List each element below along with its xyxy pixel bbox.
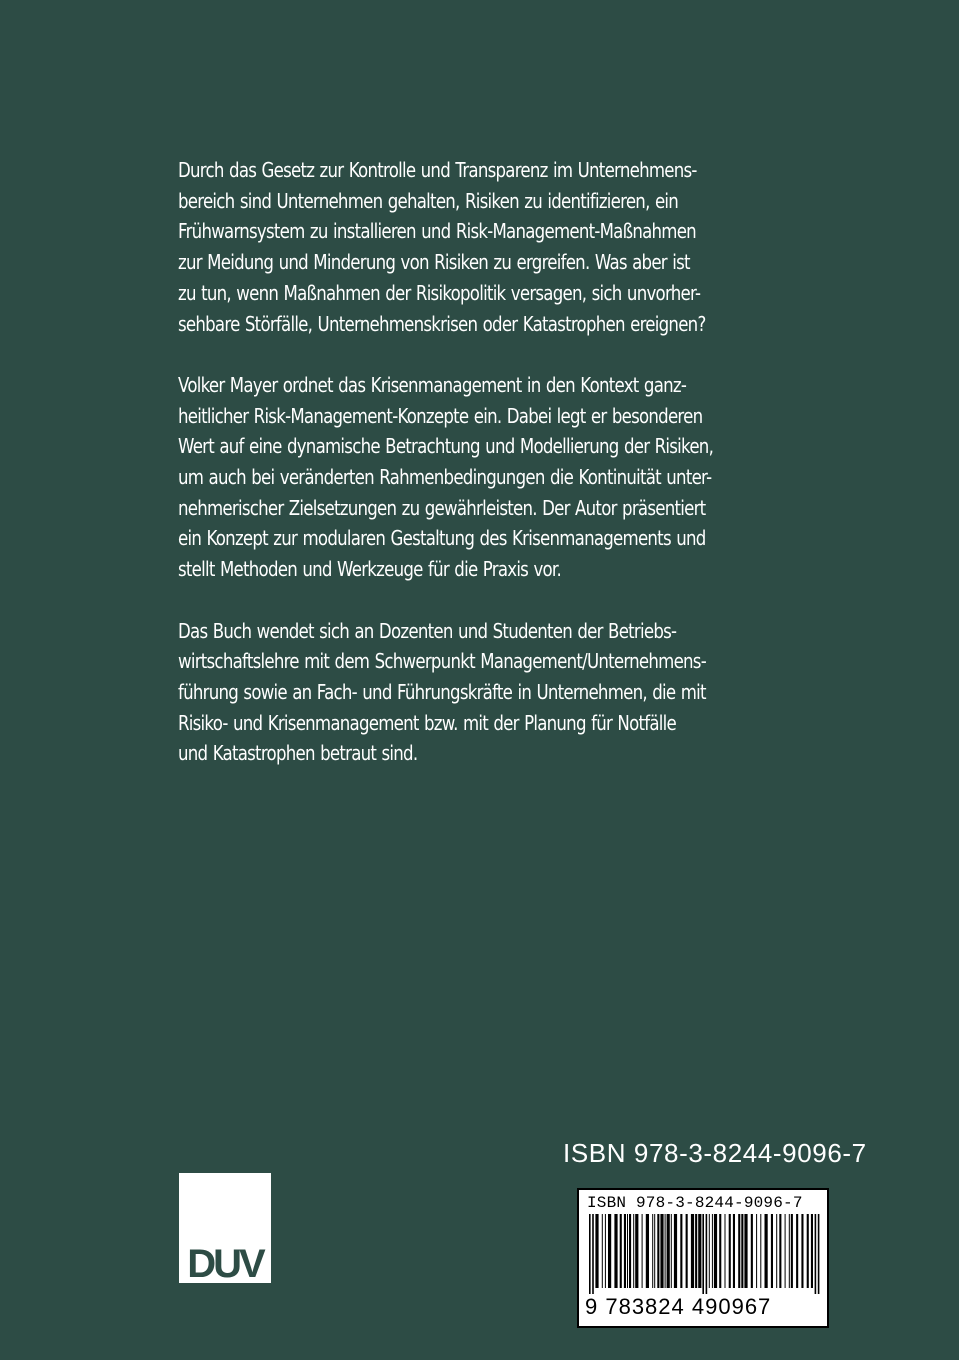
text-line: sehbare Störfälle, Unternehmenskrisen oder Katastrophen ereignen? [178, 311, 706, 336]
barcode-bar [725, 1214, 726, 1288]
barcode-bar [627, 1214, 628, 1288]
barcode-bar [760, 1214, 761, 1288]
text-line: Volker Mayer ordnet das Krisenmanagement in den Kontext ganz- [178, 372, 687, 397]
paragraph-spacer [178, 585, 688, 616]
text-line: zur Meidung und Minderung von Risiken zu ergreifen. Was aber ist [178, 250, 690, 275]
text-line: um auch bei veränderten Rahmenbedingungen die Kontinuität unter- [178, 465, 712, 490]
barcode-bar [744, 1214, 747, 1288]
barcode-bar [589, 1214, 591, 1294]
barcode-bar [706, 1214, 708, 1294]
text-line: Risiko- und Krisenmanagement bzw. mit der Planung für Notfälle [178, 710, 676, 735]
barcode-digits: 9 783824 490967 [585, 1294, 772, 1319]
blurb-paragraph-2 [178, 370, 714, 585]
text-line: ein Konzept zur modularen Gestaltung des Krisenmanagements und [178, 526, 706, 551]
barcode-bar [671, 1214, 672, 1288]
barcode-bar [595, 1214, 598, 1288]
barcode-bar [712, 1214, 713, 1288]
barcode-bar [738, 1214, 740, 1288]
barcode-bar [818, 1214, 820, 1294]
barcode-bar [779, 1214, 781, 1288]
text-line: führung sowie an Fach- und Führungskräfte in Unternehmen, die mit [178, 679, 706, 704]
text-line: wirtschaftslehre mit dem Schwerpunkt Management/Unternehmens- [178, 649, 706, 674]
text-line: Frühwarnsystem zu installieren und Risk-Management-Maßnahmen [178, 219, 696, 244]
barcode-bar [686, 1214, 688, 1288]
paragraph-spacer [178, 339, 688, 370]
barcode-bar [646, 1214, 649, 1288]
barcode-bar [608, 1214, 611, 1288]
isbn-label: ISBN 978-3-8244-9096-7 [563, 1138, 867, 1168]
barcode-bar [695, 1214, 697, 1288]
text-line: stellt Methoden und Werkzeuge für die Praxis vor. [178, 557, 562, 582]
barcode-bar [756, 1214, 757, 1288]
barcode-bar [729, 1214, 731, 1288]
text-line: Das Buch wendet sich an Dozenten und Studenten der Betriebs- [178, 618, 677, 643]
barcode-bar [807, 1214, 809, 1288]
barcode-bar [709, 1214, 710, 1288]
barcode-bar [815, 1214, 817, 1294]
barcode-bar [602, 1214, 603, 1288]
barcode-bar [633, 1214, 634, 1288]
blurb-paragraph-1 [178, 155, 706, 339]
barcode-bar [667, 1214, 670, 1288]
barcode-bar [657, 1214, 659, 1288]
barcode-bars-graphic [587, 1214, 821, 1294]
barcode-bar [811, 1214, 813, 1288]
publisher-logo-text: DUV [187, 1242, 263, 1286]
barcode-bar [771, 1214, 773, 1288]
blurb-text [178, 155, 714, 769]
barcode-bar [733, 1214, 735, 1288]
text-line: und Katastrophen betraut sind. [178, 741, 418, 766]
barcode-bar [698, 1214, 701, 1288]
barcode-bar [789, 1214, 790, 1288]
barcode-bar [776, 1214, 777, 1288]
barcode-bar [665, 1214, 666, 1288]
barcode-bar [702, 1214, 704, 1294]
barcode-bar [654, 1214, 655, 1288]
text-line: bereich sind Unternehmen gehalten, Risiken zu identifizieren, ein [178, 188, 679, 213]
barcode-bar [642, 1214, 643, 1288]
text-line: Wert auf eine dynamische Betrachtung und Modellierung der Risiken, [178, 434, 714, 459]
barcode-bar [635, 1214, 638, 1288]
text-line: zu tun, wenn Maßnahmen der Risikopolitik versagen, sich unvorher- [178, 280, 701, 305]
barcode-bar [592, 1214, 594, 1294]
text-line: nehmerischer Zielsetzungen zu gewährleisten. Der Autor präsentiert [178, 495, 706, 520]
barcode-bar [660, 1214, 663, 1288]
barcode-bar [765, 1214, 768, 1288]
barcode-bar [785, 1214, 786, 1288]
barcode-bar [751, 1214, 753, 1288]
barcode-bar [614, 1214, 617, 1288]
barcode-bars [587, 1214, 821, 1294]
publisher-logo [179, 1173, 271, 1286]
barcode-isbn-text: ISBN 978-3-8244-9096-7 [587, 1194, 803, 1212]
barcode-bar [674, 1214, 677, 1288]
barcode-bar [791, 1214, 793, 1288]
barcode-bar [605, 1214, 606, 1288]
text-line: Durch das Gesetz zur Kontrolle und Transparenz im Unternehmens- [178, 158, 697, 182]
barcode-bar [796, 1214, 798, 1288]
barcode-bar [691, 1214, 694, 1288]
barcode-bar [741, 1214, 743, 1288]
barcode-bar [719, 1214, 721, 1288]
barcode-bar [620, 1214, 622, 1288]
blurb-paragraph-3 [178, 616, 706, 770]
barcode-bar [680, 1214, 682, 1288]
barcode-bar [629, 1214, 631, 1288]
barcode-bar [652, 1214, 653, 1288]
barcode-bar [714, 1214, 717, 1288]
barcode [577, 1188, 829, 1328]
text-line: heitlicher Risk-Management-Konzepte ein. Dabei legt er besonderen [178, 403, 703, 428]
barcode-bar [624, 1214, 626, 1288]
barcode-bar [801, 1214, 803, 1288]
